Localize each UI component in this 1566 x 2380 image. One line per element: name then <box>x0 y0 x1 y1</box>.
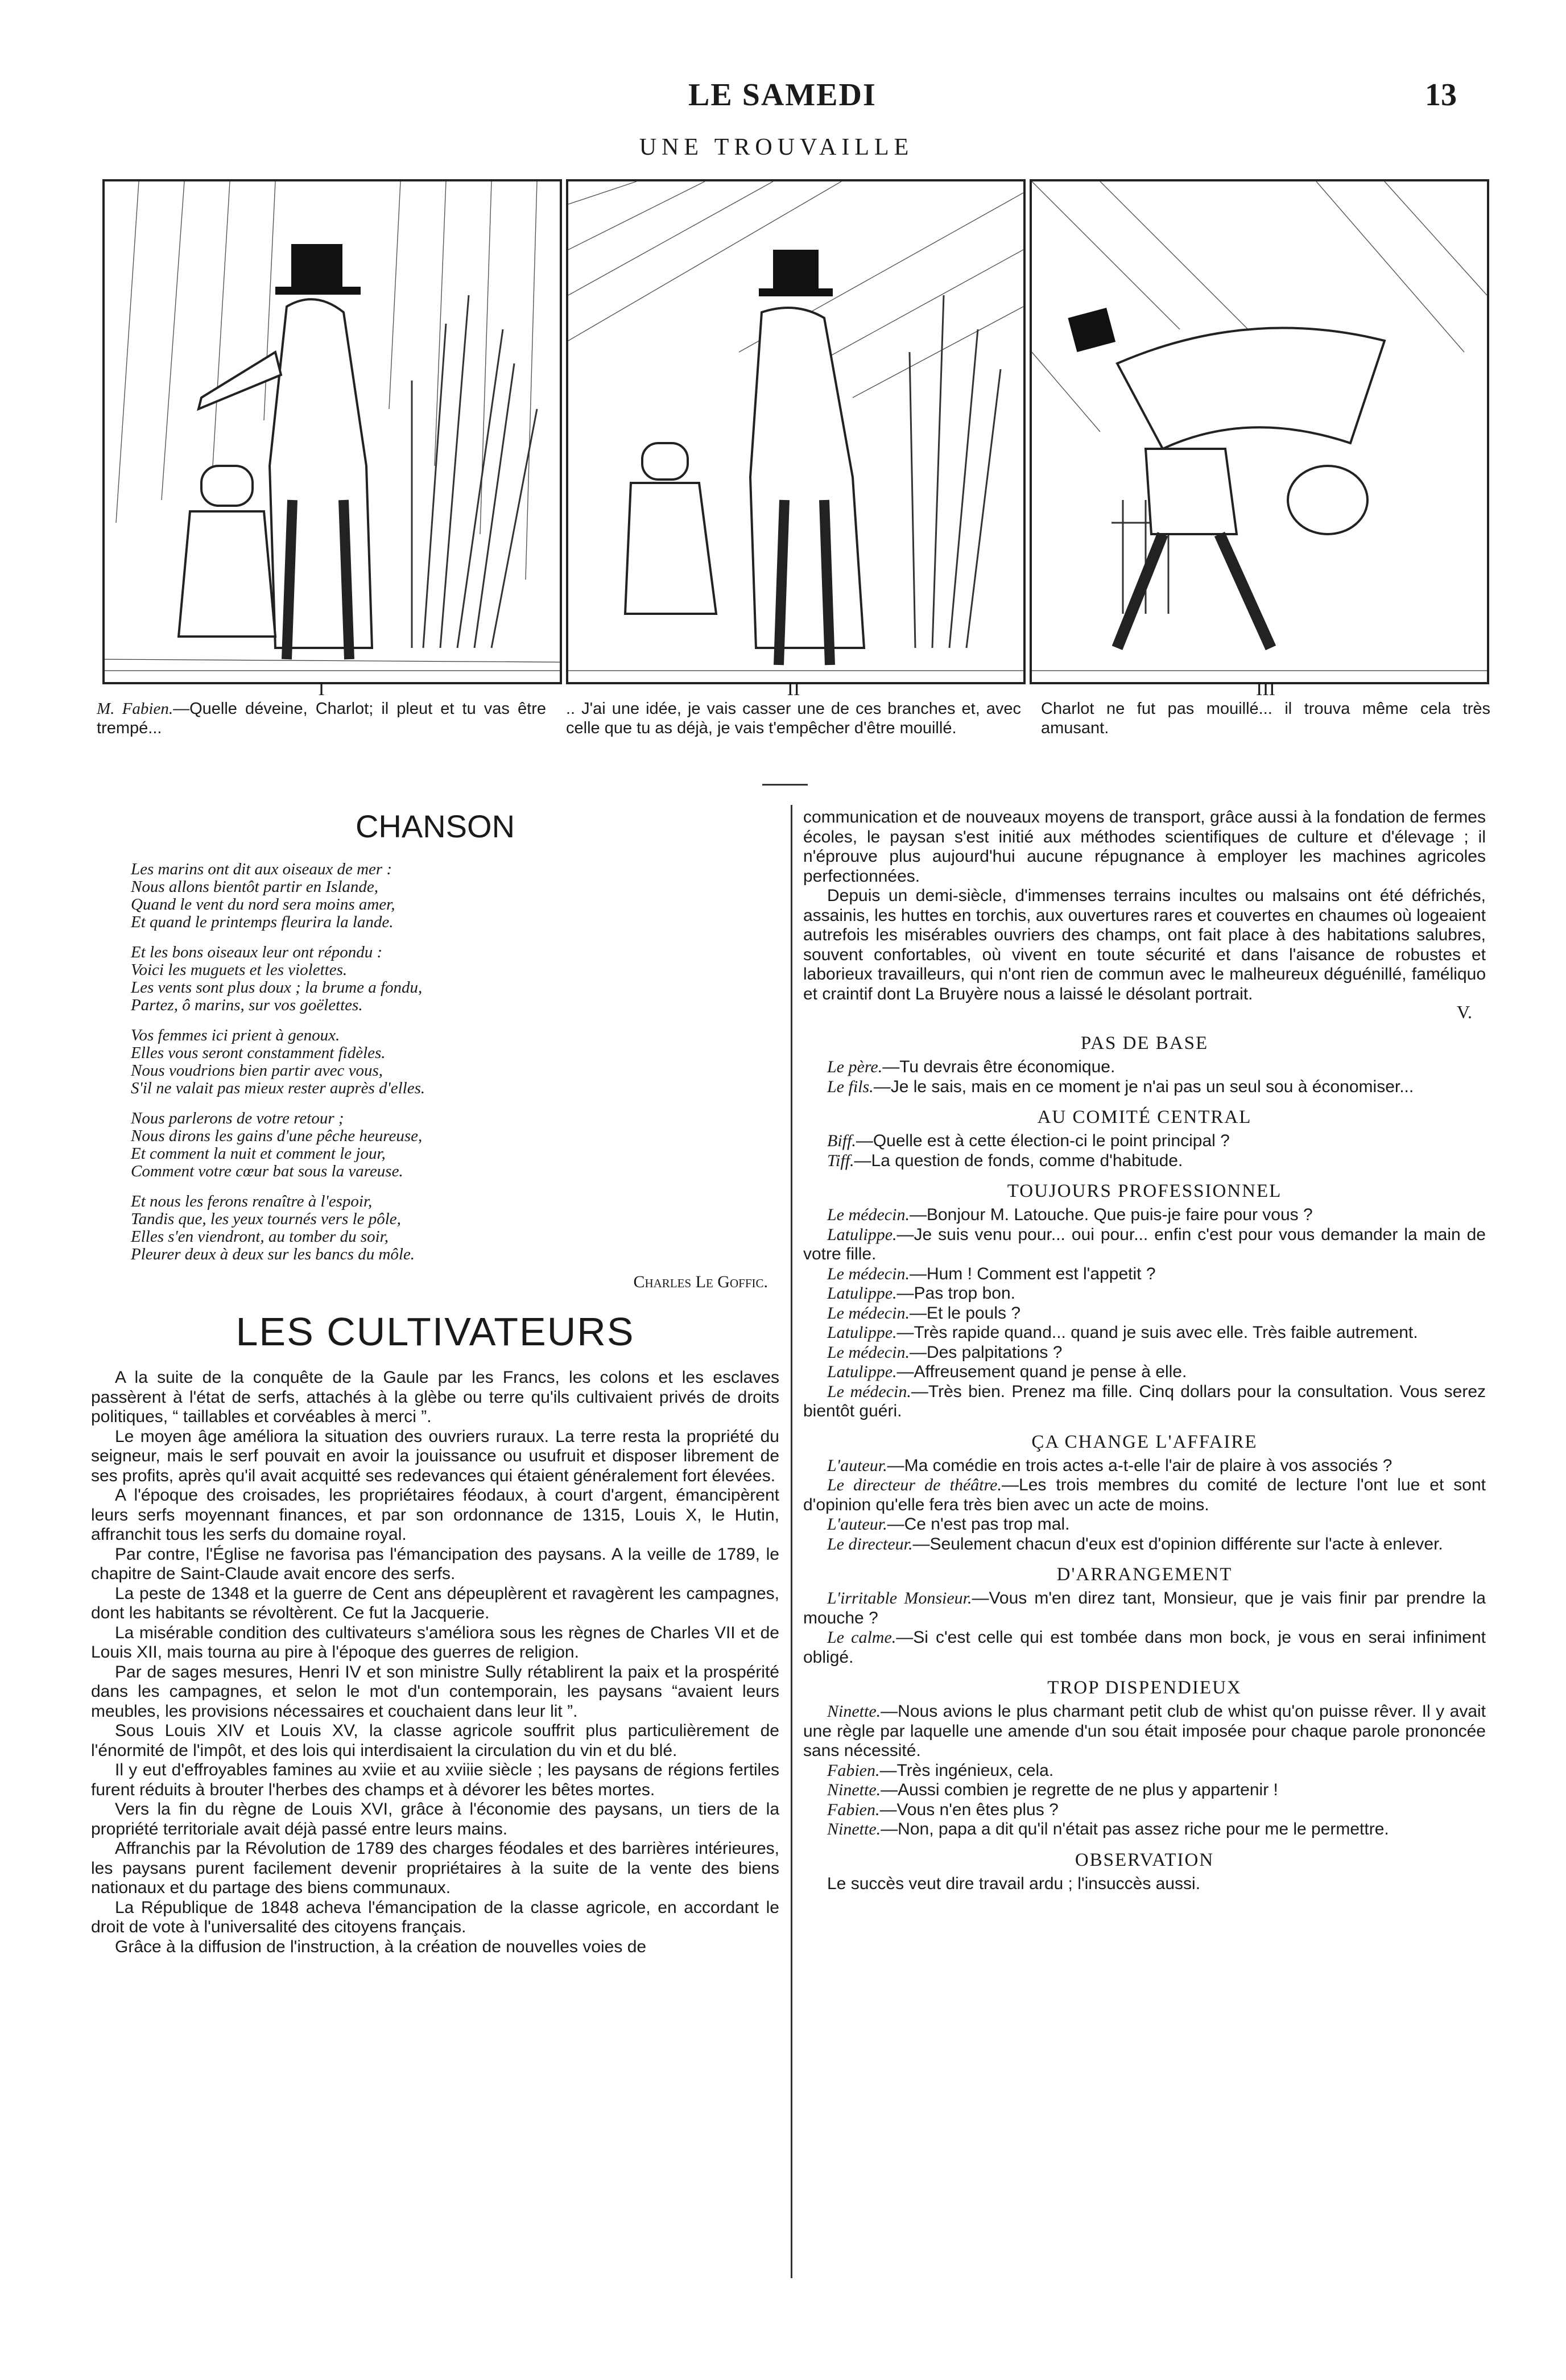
dialogue-speaker: Le père. <box>827 1057 883 1076</box>
dialogue-speaker: L'irritable Monsieur. <box>827 1589 972 1608</box>
dialogue-text: —Quelle est à cette élection-ci le point principal ? <box>856 1131 1230 1150</box>
dialogue-speaker: Latulippe. <box>827 1362 897 1381</box>
dialogue-text: —Vous m'en direz tant, Monsieur, que je vais finir par prendre la mouche ? <box>803 1589 1486 1627</box>
panel-1-speaker: M. Fabien. <box>97 700 173 718</box>
poem-line: Et nous les ferons renaître à l'espoir, <box>131 1192 373 1210</box>
dialogue-speaker: Le directeur de théâtre. <box>827 1476 1002 1494</box>
dialogue-line <box>803 1800 1486 1820</box>
article-paragraph: Il y eut d'effroyables famines au xviie et au xviiie siècle ; les paysans de régions fertiles furent réduits à brouter l'herbes des champs et à dévorer les bêtes mortes. <box>91 1761 779 1799</box>
dialogue-text: —Aussi combien je regrette de ne plus y appartenir ! <box>881 1780 1278 1799</box>
dialogue-line <box>803 1820 1486 1840</box>
dialogue-text: —Affreusement quand je pense à elle. <box>896 1362 1187 1381</box>
poem-line: Nous voudrions bien partir avec vous, <box>131 1061 383 1080</box>
article-paragraph: La misérable condition des cultivateurs s'améliora sous les règnes de Charles VII et de Louis XII, mais tourna au pire à l'époque des guerres de religion. <box>91 1623 779 1662</box>
poem-line: Tandis que, les yeux tournés vers le pôle, <box>131 1210 401 1228</box>
dialogue-text: —Bonjour M. Latouche. Que puis-je faire pour vous ? <box>909 1205 1313 1224</box>
joke-title: D'ARRANGEMENT <box>1056 1564 1233 1585</box>
dialogue-text: —Pas trop bon. <box>896 1284 1015 1303</box>
dialogue-speaker: Le médecin. <box>827 1205 910 1224</box>
comic-strip-title: UNE TROUVAILLE <box>639 134 914 160</box>
dialogue-speaker: Tiff. <box>827 1151 854 1170</box>
dialogue-line <box>803 1702 1486 1761</box>
panel-1-caption <box>97 680 546 738</box>
poem-stanza <box>131 944 779 1014</box>
comic-panel-2-illustration <box>568 181 1023 682</box>
dialogue-text: —Très rapide quand... quand je suis avec elle. Très faible autrement. <box>896 1323 1418 1342</box>
article-paragraph: Depuis un demi-siècle, d'immenses terrains incultes ou malsains ont été défrichés, assainis, les huttes en torchis, aux ouvertures rares et couvertes en chaumes où logeaient autrefois les misérables ouvriers des champs, ont fait place à des habitations salubres, souvent confortables, où vivent en toute sécurité et dans l'aisance de robustes et laborieux travailleurs, qui n'ont rien de commun avec le malheureux déguénillé, faméliquo et craintif dont La Bruyère nous a laissé le désolant portrait. <box>803 886 1486 1003</box>
dialogue-text: —Très ingénieux, cela. <box>879 1761 1054 1780</box>
dialogue-line <box>803 1057 1486 1077</box>
poem-line: Et comment la nuit et comment le jour, <box>131 1144 386 1163</box>
poem-line: Nous allons bientôt partir en Islande, <box>131 878 378 896</box>
panel-2-caption <box>566 680 1021 738</box>
dialogue-speaker: Le médecin. <box>827 1342 910 1362</box>
dialogue-text: —Si c'est celle qui est tombée dans mon bock, je vous en serai infiniment obligé. <box>803 1628 1486 1667</box>
poem-line: Comment votre cœur bat sous la vareuse. <box>131 1162 403 1180</box>
joke-title: TROP DISPENDIEUX <box>1047 1677 1242 1698</box>
dialogue-line <box>803 1077 1486 1097</box>
poem-line: Les marins ont dit aux oiseaux de mer : <box>131 860 392 878</box>
dialogue-text: —Nous avions le plus charmant petit club de whist qu'on puisse rêver. Il y avait une règle par laquelle une amende d'un sou était imposée pour chaque parole prononcée sans nécessité. <box>803 1702 1486 1760</box>
poem-line: Et les bons oiseaux leur ont répondu : <box>131 943 383 961</box>
poem-line: Les vents sont plus doux ; la brume a fondu, <box>131 978 423 997</box>
dialogue-line <box>803 1456 1486 1476</box>
left-column <box>91 808 779 1957</box>
poem-line: Nous dirons les gains d'une pêche heureuse, <box>131 1127 423 1145</box>
dialogue-line <box>803 1304 1486 1324</box>
joke-title: AU COMITÉ CENTRAL <box>1037 1107 1252 1127</box>
dialogue-line <box>803 1476 1486 1515</box>
poem-stanza <box>131 1193 779 1263</box>
dialogue-speaker: Latulippe. <box>827 1284 897 1303</box>
joke-block <box>803 1677 1486 1840</box>
panel-1-caption-text: —Quelle déveine, Charlot; il pleut et tu vas être trempé... <box>97 700 546 737</box>
dialogue-line <box>803 1761 1486 1781</box>
poem-stanza <box>131 861 779 931</box>
dialogue-line <box>803 1589 1486 1628</box>
article-paragraph: La peste de 1348 et la guerre de Cent ans dépeuplèrent et ravagèrent les campagnes, dont les habitants se révoltèrent. Ce fut la Jacquerie. <box>91 1584 779 1622</box>
cultivateurs-article <box>91 1368 779 1957</box>
panel-2-numeral: II <box>787 679 800 700</box>
dialogue-text: —Tu devrais être économique. <box>882 1057 1115 1076</box>
dialogue-speaker: Ninette. <box>827 1820 881 1838</box>
dialogue-text: —Ma comédie en trois actes a-t-elle l'air de plaire à vos associés ? <box>887 1456 1393 1475</box>
dialogue-line <box>803 1151 1486 1171</box>
joke-title: PAS DE BASE <box>1080 1033 1209 1053</box>
cultivateurs-title: LES CULTIVATEURS <box>235 1309 635 1354</box>
joke-title: TOUJOURS PROFESSIONNEL <box>1007 1181 1282 1201</box>
comic-panel-2 <box>566 179 1026 684</box>
jokes-section <box>803 1033 1486 1894</box>
poem-line: Quand le vent du nord sera moins amer, <box>131 895 395 914</box>
dialogue-speaker: Le directeur. <box>827 1534 913 1553</box>
joke-block <box>803 1181 1486 1422</box>
dialogue-line <box>803 1343 1486 1363</box>
cultivateurs-continuation <box>803 808 1486 1004</box>
joke-block <box>803 1432 1486 1555</box>
joke-block <box>803 1107 1486 1171</box>
panel-1-numeral: I <box>318 679 325 700</box>
panel-2-caption-text: .. J'ai une idée, je vais casser une de ces branches et, avec celle que tu as déjà, je vais t'empêcher d'être mouillé. <box>566 700 1021 737</box>
dialogue-text: —Très bien. Prenez ma fille. Cinq dollars pour la consultation. Vous serez bientôt guéri. <box>803 1382 1486 1420</box>
poem-line: Nous parlerons de votre retour ; <box>131 1109 344 1127</box>
dialogue-speaker: Le calme. <box>827 1628 896 1647</box>
joke-title: OBSERVATION <box>1075 1849 1214 1870</box>
column-divider <box>791 805 792 2278</box>
dialogue-speaker: Biff. <box>827 1131 856 1150</box>
poem-line: S'il ne valait pas mieux rester auprès d'elles. <box>131 1079 425 1097</box>
article-paragraph: A l'époque des croisades, les propriétaires féodaux, à court d'argent, émancipèrent leurs serfs moyennant finances, et par son ordonnance de 1315, Louis X, le Hutin, affranchit tous les serfs du domaine royal. <box>91 1486 779 1544</box>
right-column <box>803 808 1486 1899</box>
chanson-author: Charles Le Goffic. <box>633 1272 768 1291</box>
page-number: 13 <box>1425 77 1457 113</box>
article-paragraph: Par de sages mesures, Henri IV et son ministre Sully rétablirent la paix et la prospérité dans les campagnes, et selon le mot d'un contemporain, les paysans “avaient leurs meubles, les provisions nécessaires et couchaient dans leur lit ”. <box>91 1662 779 1721</box>
caption-divider <box>762 784 808 786</box>
dialogue-line <box>803 1535 1486 1555</box>
article-paragraph: La République de 1848 acheva l'émancipation de la classe agricole, en accordant le droit de vote à l'universalité des citoyens français. <box>91 1898 779 1936</box>
dialogue-text: —Hum ! Comment est l'appetit ? <box>909 1264 1156 1283</box>
dialogue-line <box>803 1362 1486 1382</box>
dialogue-line <box>803 1265 1486 1284</box>
dialogue-text: —Ce n'est pas trop mal. <box>887 1515 1070 1534</box>
dialogue-speaker: Le fils. <box>827 1077 874 1096</box>
dialogue-text: —Non, papa a dit qu'il n'était pas assez riche pour me le permettre. <box>881 1820 1389 1838</box>
dialogue-text: —Seulement chacun d'eux est d'opinion différente sur l'acte à enlever. <box>912 1534 1443 1553</box>
joke-block <box>803 1564 1486 1667</box>
panel-3-caption <box>1041 680 1490 738</box>
dialogue-speaker: Ninette. <box>827 1780 881 1799</box>
dialogue-text: —Vous n'en êtes plus ? <box>879 1800 1059 1819</box>
article-paragraph: communication et de nouveaux moyens de transport, grâce aussi à la fondation de fermes écoles, le paysan s'est initié aux méthodes scientifiques de culture et d'élevage ; il n'éprouve plus aujourd'hui aucune répugnance à employer les machines agricoles perfectionnées. <box>803 808 1486 886</box>
panel-3-numeral: III <box>1256 679 1275 700</box>
dialogue-line <box>803 1323 1486 1343</box>
joke-title: ÇA CHANGE L'AFFAIRE <box>1031 1431 1258 1452</box>
dialogue-line <box>803 1780 1486 1800</box>
article-signature: V. <box>1457 1002 1472 1022</box>
dialogue-speaker: Latulippe. <box>827 1323 897 1342</box>
poem-line: Elles s'en viendront, au tomber du soir, <box>131 1228 389 1246</box>
comic-panel-1-illustration <box>105 181 560 682</box>
comic-panel-3-illustration <box>1032 181 1487 682</box>
dialogue-speaker: Le médecin. <box>827 1382 911 1401</box>
dialogue-line <box>803 1131 1486 1151</box>
poem-stanza <box>131 1027 779 1097</box>
poem-line: Vos femmes ici prient à genoux. <box>131 1026 340 1044</box>
article-paragraph: Affranchis par la Révolution de 1789 des charges féodales et des barrières intérieures, les paysans purent facilement devenir propriétaires à la suite de la vente des biens nationaux et du partage des biens communaux. <box>91 1839 779 1897</box>
dialogue-speaker: Fabien. <box>827 1761 880 1780</box>
dialogue-speaker: L'auteur. <box>827 1515 887 1534</box>
dialogue-speaker: Fabien. <box>827 1800 880 1819</box>
joke-block <box>803 1033 1486 1097</box>
chanson-poem <box>91 861 779 1263</box>
poem-stanza <box>131 1110 779 1180</box>
dialogue-speaker: Ninette. <box>827 1702 881 1721</box>
dialogue-speaker: Latulippe. <box>827 1225 897 1244</box>
newspaper-title: LE SAMEDI <box>688 77 877 113</box>
dialogue-text: —Et le pouls ? <box>909 1303 1021 1323</box>
article-paragraph: A la suite de la conquête de la Gaule par les Francs, les colons et les esclaves passèrent à l'état de serfs, attachés à la glèbe ou terre qu'ils cultivaient privés de droits politiques, “ taillables et corvéables à merci ”. <box>91 1368 779 1426</box>
panel-3-caption-text: Charlot ne fut pas mouillé... il trouva même cela très amusant. <box>1041 700 1490 737</box>
chanson-title: CHANSON <box>355 808 515 844</box>
dialogue-line <box>803 1382 1486 1422</box>
article-paragraph: Vers la fin du règne de Louis XVI, grâce à l'économie des paysans, un tiers de la propriété territoriale avait déjà passé entre leurs mains. <box>91 1800 779 1838</box>
poem-line: Partez, ô marins, sur vos goëlettes. <box>131 996 363 1014</box>
comic-panel-3 <box>1030 179 1489 684</box>
dialogue-text: —Je le sais, mais en ce moment je n'ai pas un seul sou à économiser... <box>873 1077 1414 1096</box>
dialogue-line <box>803 1515 1486 1535</box>
dialogue-line <box>803 1205 1486 1225</box>
article-paragraph: Le moyen âge améliora la situation des ouvriers ruraux. La terre resta la propriété du seigneur, mais le serf pouvait en avoir la jouissance ou usufruit et disposer librement de ses profits, après qu'il avait acquitté ses redevances qui étaient généralement fort élevées. <box>91 1427 779 1485</box>
dialogue-line <box>803 1284 1486 1304</box>
dialogue-text: Le succès veut dire travail ardu ; l'insuccès aussi. <box>827 1874 1201 1893</box>
article-paragraph: Par contre, l'Église ne favorisa pas l'émancipation des paysans. A la veille de 1789, le chapitre de Saint-Claude avait encore des serfs. <box>91 1544 779 1583</box>
dialogue-text: —Des palpitations ? <box>909 1342 1063 1362</box>
dialogue-text: —Je suis venu pour... oui pour... enfin c'est pour vous demander la main de votre fille. <box>803 1225 1486 1263</box>
dialogue-line <box>803 1225 1486 1265</box>
dialogue-line <box>803 1628 1486 1667</box>
dialogue-text: —Les trois membres du comité de lecture l'ont lue et sont d'opinion qu'elle fera très bien avec un acte de moins. <box>803 1476 1486 1514</box>
dialogue-speaker: Le médecin. <box>827 1264 910 1283</box>
article-paragraph: Sous Louis XIV et Louis XV, la classe agricole souffrit plus particulièrement de l'énormité de l'impôt, et des lois qui interdisaient la circulation du vin et du blé. <box>91 1721 779 1760</box>
dialogue-speaker: Le médecin. <box>827 1303 910 1323</box>
dialogue-line <box>803 1874 1486 1894</box>
poem-line: Et quand le printemps fleurira la lande. <box>131 913 394 931</box>
dialogue-text: —La question de fonds, comme d'habitude. <box>854 1151 1183 1170</box>
comic-panel-1 <box>102 179 562 684</box>
poem-line: Voici les muguets et les violettes. <box>131 961 348 979</box>
poem-line: Elles vous seront constamment fidèles. <box>131 1044 386 1062</box>
poem-line: Pleurer deux à deux sur les bancs du môle. <box>131 1245 415 1263</box>
article-paragraph: Grâce à la diffusion de l'instruction, à la création de nouvelles voies de <box>115 1937 647 1956</box>
joke-block <box>803 1850 1486 1894</box>
dialogue-speaker: L'auteur. <box>827 1456 887 1475</box>
